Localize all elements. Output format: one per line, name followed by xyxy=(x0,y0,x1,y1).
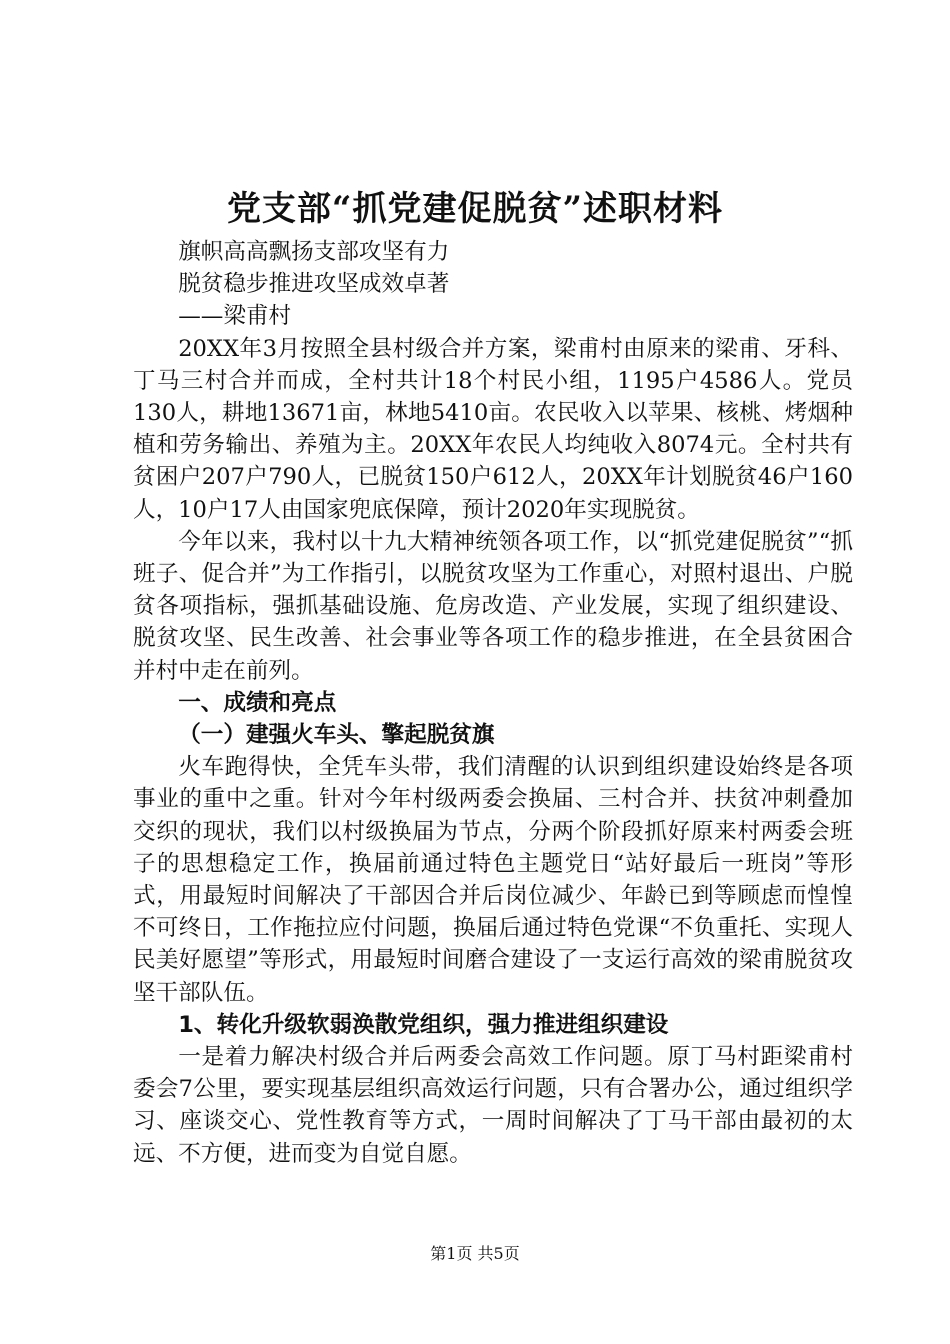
document-title: 党支部“抓党建促脱贫”述职材料 xyxy=(226,189,724,229)
subtitle-line: 脱贫稳步推进攻坚成效卓著 xyxy=(178,271,450,298)
body-paragraph: 20XX年3月按照全县村级合并方案，梁甫村由原来的梁甫、牙科、丁马三村合并而成，全村共计18个村民小组，1195户4586人。党员130人，耕地13671亩，林地5410亩。农民收入以苹果、核桃、烤烟种植和劳务输出、养殖为主。20XX年农民人均纯收入8074元。全村共有贫困户207户790人，已脱贫150户612人，20XX年计划脱贫46户160人，10户17人由国家兜底保障，预计2020年实现脱贫。 xyxy=(133,335,853,523)
body-paragraph: 今年以来，我村以十九大精神统领各项工作，以“抓党建促脱贫”“抓班子、促合并”为工作指引，以脱贫攻坚为工作重心，对照村退出、户脱贫各项指标，强抓基础设施、危房改造、产业发展，实现了组织建设、脱贫攻坚、民生改善、社会事业等各项工作的稳步推进，在全县贫困合并村中走在前列。 xyxy=(133,528,853,684)
body-paragraph: 火车跑得快，全凭车头带，我们清醒的认识到组织建设始终是各项事业的重中之重。针对今年村级两委会换届、三村合并、扶贫冲刺叠加交织的现状，我们以村级换届为节点，分两个阶段抓好原来村两委会班子的思想稳定工作，换届前通过特色主题党日“站好最后一班岗”等形式，用最短时间解决了干部因合并后岗位减少、年龄已到等顾虑而惶惶不可终日，工作拖拉应付问题，换届后通过特色党课“不负重托、实现人民美好愿望”等形式，用最短时间磨合建设了一支运行高效的梁甫脱贫攻坚干部队伍。 xyxy=(133,754,853,1006)
author-line: ——梁甫村 xyxy=(178,303,292,330)
document-body xyxy=(133,236,853,1170)
body-paragraph: 一是着力解决村级合并后两委会高效工作问题。原丁马村距梁甫村委会7公里，要实现基层组织高效运行问题，只有合署办公，通过组织学习、座谈交心、党性教育等方式，一周时间解决了丁马干部由最初的太远、不方便，进而变为自觉自愿。 xyxy=(133,1044,853,1167)
subsection-heading: 1、转化升级软弱涣散党组织，强力推进组织建设 xyxy=(178,1011,669,1038)
subsection-heading: （一）建强火车头、擎起脱贫旗 xyxy=(178,722,495,749)
section-heading: 一、成绩和亮点 xyxy=(178,689,337,716)
subtitle-line: 旗帜高高飘扬支部攻坚有力 xyxy=(178,239,450,265)
page-footer: 第1页 共5页 xyxy=(430,1244,520,1263)
